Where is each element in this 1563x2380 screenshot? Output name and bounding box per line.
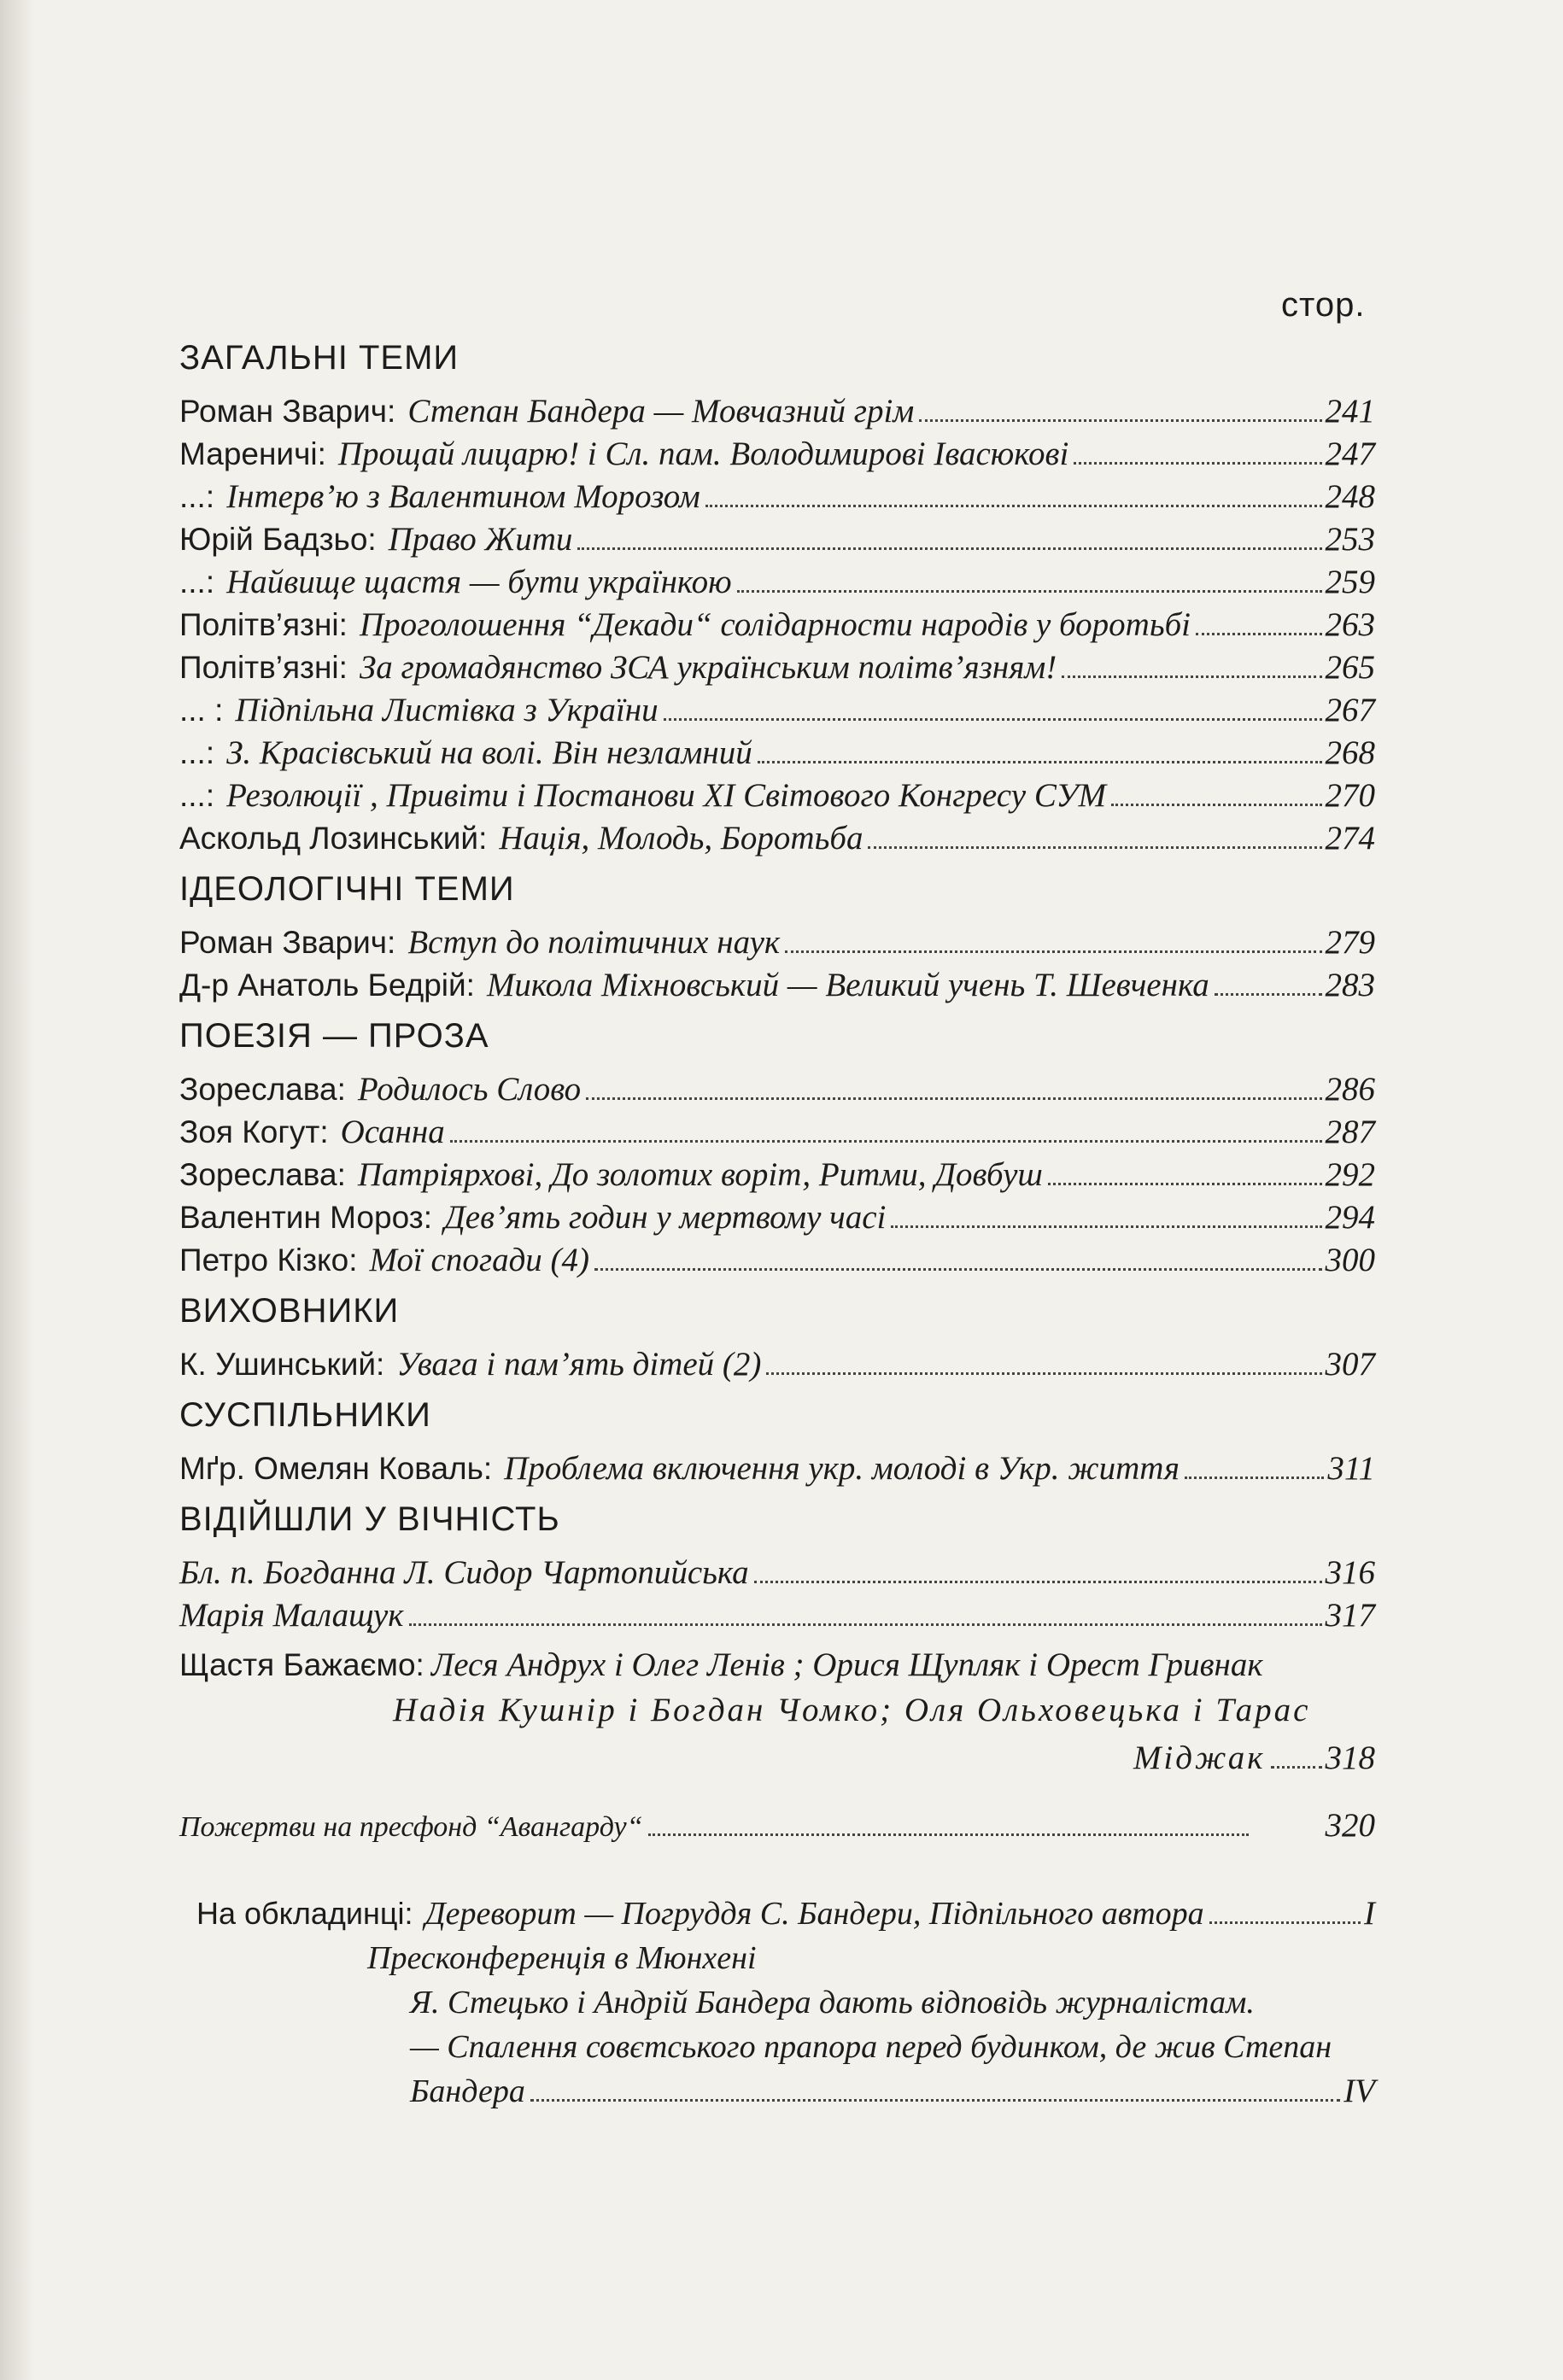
entry-title: Найвище щастя — бути українкою [226,564,732,600]
cover-text-2: Пресконференція в Мюнхені [367,1940,757,1976]
dot-leader [1271,1766,1322,1769]
entry-page-number: 259 [1325,564,1375,600]
toc-entry [179,476,1375,518]
entry-author: Д-р Анатоль Бедрій: [179,968,475,1003]
section-heading: ПОЕЗІЯ — ПРОЗА [179,1017,489,1055]
cover-block [179,1892,1375,2114]
dot-leader [754,1581,1322,1583]
toc-entry [179,732,1375,775]
entry-author: Петро Кізко: [179,1243,358,1278]
entry-page-number: 311 [1327,1450,1375,1487]
section-heading: СУСПІЛЬНИКИ [179,1396,431,1434]
dot-leader [664,718,1322,721]
dot-leader [648,1833,1249,1836]
dot-leader [766,1372,1321,1375]
entry-page-number: 279 [1325,924,1375,961]
toc-entry [179,921,1375,964]
toc-entry [179,646,1375,689]
entry-title: З. Красівський на волі. Він незламний [226,734,752,771]
entry-author: Аскольд Лозинський: [179,821,488,856]
cover-page-1: I [1364,1895,1375,1932]
cover-text-1: Дереворит — Погруддя С. Бандери, Підпільного автора [424,1896,1204,1932]
entry-page-number: 307 [1325,1346,1375,1383]
toc-section [179,1495,1375,1637]
entry-title: Марія Малащук [179,1597,404,1634]
section-heading: ЗАГАЛЬНІ ТЕМИ [179,339,460,377]
dot-leader [868,846,1321,849]
dot-leader [1048,1183,1322,1185]
wishes-names-2: Надія Кушнір і Богдан Чомко; Оля Ольховецька і Тарас [393,1692,1311,1728]
dot-leader [450,1140,1322,1143]
entry-page-number: 294 [1325,1199,1375,1236]
entry-author: ...: [179,564,215,599]
entry-page-number: 316 [1325,1554,1375,1591]
entry-page-number: 287 [1325,1114,1375,1150]
entry-author: К. Ушинський: [179,1347,385,1382]
dot-leader [530,2099,1340,2102]
entry-page-number: 263 [1325,606,1375,643]
dot-leader [1209,1921,1361,1924]
donations-entry [179,1804,1375,1849]
dot-leader [919,419,1321,422]
toc-entry [179,1343,1375,1386]
cover-line-5 [196,2069,1375,2114]
dot-leader [409,1623,1322,1626]
dot-leader [737,590,1322,593]
entry-page-number: 253 [1325,521,1375,558]
dot-leader [705,505,1322,507]
entry-title: Інтерв’ю з Валентином Морозом [226,478,700,515]
cover-label: На обкладинці: [196,1896,413,1931]
entry-page-number: 268 [1325,734,1375,771]
entry-author: Роман Зварич: [179,925,396,960]
entry-title: Степан Бандера — Мовчазний грім [407,393,915,430]
entry-page-number: 292 [1325,1156,1375,1193]
dot-leader [1074,462,1321,465]
wishes-page: 318 [1325,1740,1375,1776]
entry-title: Осанна [340,1114,445,1150]
dot-leader [758,761,1322,763]
entry-author: ...: [179,735,215,770]
entry-title: Проголошення “Декади“ солідарности народів у боротьбі [359,606,1191,643]
entry-title: Резолюції , Привіти і Постанови XI Світового Конгресу СУМ [226,777,1107,814]
wishes-names-3: Міджак [1133,1740,1266,1776]
entry-title: За громадянство ЗСА українським політв’язням! [359,649,1057,686]
entry-title: Вступ до політичних наук [407,924,781,961]
toc-entry [179,390,1375,433]
dot-leader [1111,804,1321,806]
toc-entry [179,689,1375,732]
section-heading: ВИХОВНИКИ [179,1292,400,1330]
donations-page: 320 [1325,1807,1375,1844]
cover-text-5: Бандера [410,2073,525,2109]
entry-page-number: 241 [1325,393,1375,430]
toc-entry [179,1594,1375,1637]
toc-entry [179,1447,1375,1490]
toc-entry [179,964,1375,1007]
entry-author: Юрій Бадзьо: [179,522,377,557]
entry-title: Микола Міхновський — Великий учень Т. Шевченка [486,967,1209,1003]
entry-author: Роман Зварич: [179,394,396,429]
wishes-label: Щастя Бажаємо: [179,1647,424,1682]
toc-entry [179,604,1375,646]
toc-entry [179,561,1375,604]
page-column-label: стор. [1281,286,1366,324]
dot-leader [1062,675,1321,678]
cover-text-4: — Спалення совєтського прапора перед будинком, де жив Степан [410,2029,1332,2065]
entry-title: Увага і пам’ять дітей (2) [396,1346,762,1383]
dot-leader [1196,633,1321,635]
cover-line-1 [196,1892,1375,1936]
table-of-contents [179,329,1375,2114]
entry-title: Прощай лицарю! і Сл. пам. Володимирові Івасюкові [337,436,1069,472]
toc-section [179,1287,1375,1386]
dot-leader [594,1268,1321,1271]
entry-author: ...: [179,479,215,514]
toc-entry [179,518,1375,561]
entry-author: Політв’язні: [179,607,348,642]
entry-page-number: 317 [1325,1597,1375,1634]
donations-title: Пожертви на пресфонд “Авангарду“ [179,1811,643,1843]
entry-title: Мої спогади (4) [369,1242,590,1278]
dot-leader [891,1225,1321,1228]
dot-leader [1185,1477,1324,1479]
entry-page-number: 274 [1325,820,1375,857]
entry-title: Проблема включення укр. молоді в Укр. життя [504,1450,1180,1487]
entry-author: Мґр. Омелян Коваль: [179,1451,493,1486]
page-edge-shadow [0,0,34,2380]
toc-entry [179,817,1375,860]
cover-page-5: IV [1343,2073,1375,2109]
entry-title: Підпільна Листівка з України [235,692,659,728]
entry-page-number: 270 [1325,777,1375,814]
entry-page-number: 286 [1325,1071,1375,1108]
entry-title: Право Жити [388,521,573,558]
entry-author: Зореслава: [179,1072,346,1107]
entry-author: Зореслава: [179,1157,346,1192]
wishes-block [179,1644,1375,1782]
entry-author: Валентин Мороз: [179,1200,432,1235]
toc-entry [179,1239,1375,1282]
entry-author: Зоя Когут: [179,1114,329,1149]
toc-entry [179,1111,1375,1154]
section-heading: ВІДІЙШЛИ У ВІЧНІСТЬ [179,1500,560,1538]
dot-leader [586,1097,1321,1100]
toc-sections [179,334,1375,1637]
entry-author: ...: [179,778,215,813]
entry-page-number: 300 [1325,1242,1375,1278]
entry-page-number: 247 [1325,436,1375,472]
dot-leader [785,950,1321,953]
toc-entry [179,1154,1375,1196]
entry-page-number: 265 [1325,649,1375,686]
entry-author: Політв’язні: [179,650,348,685]
entry-title: Патріярхові, До золотих воріт, Ритми, Довбуш [357,1156,1043,1193]
entry-page-number: 283 [1325,967,1375,1003]
wishes-line-1 [179,1644,1375,1687]
toc-entry [179,1196,1375,1239]
dot-leader [1215,993,1322,996]
wishes-names-1: Леся Андрух і Олег Ленів ; Орися Щупляк і Орест Гривнак [430,1646,1263,1683]
entry-title: Нація, Молодь, Боротьба [499,820,863,857]
wishes-line-3 [179,1734,1375,1782]
toc-entry [179,775,1375,817]
toc-entry [179,433,1375,476]
entry-author: ... : [179,693,224,728]
entry-author: Мареничі: [179,436,326,471]
toc-section [179,865,1375,1007]
entry-page-number: 248 [1325,478,1375,515]
entry-title: Бл. п. Богданна Л. Сидор Чартопийська [179,1554,749,1591]
entry-page-number: 267 [1325,692,1375,728]
cover-text-3: Я. Стецько і Андрій Бандера дають відповідь журналістам. [410,1985,1255,2020]
toc-section [179,1012,1375,1282]
toc-entry [179,1552,1375,1594]
section-heading: ІДЕОЛОГІЧНІ ТЕМИ [179,870,515,908]
entry-title: Дев’ять годин у мертвому часі [443,1199,887,1236]
toc-entry [179,1068,1375,1111]
toc-section [179,1391,1375,1490]
dot-leader [577,547,1321,550]
toc-section [179,334,1375,860]
entry-title: Родилось Слово [357,1071,582,1108]
